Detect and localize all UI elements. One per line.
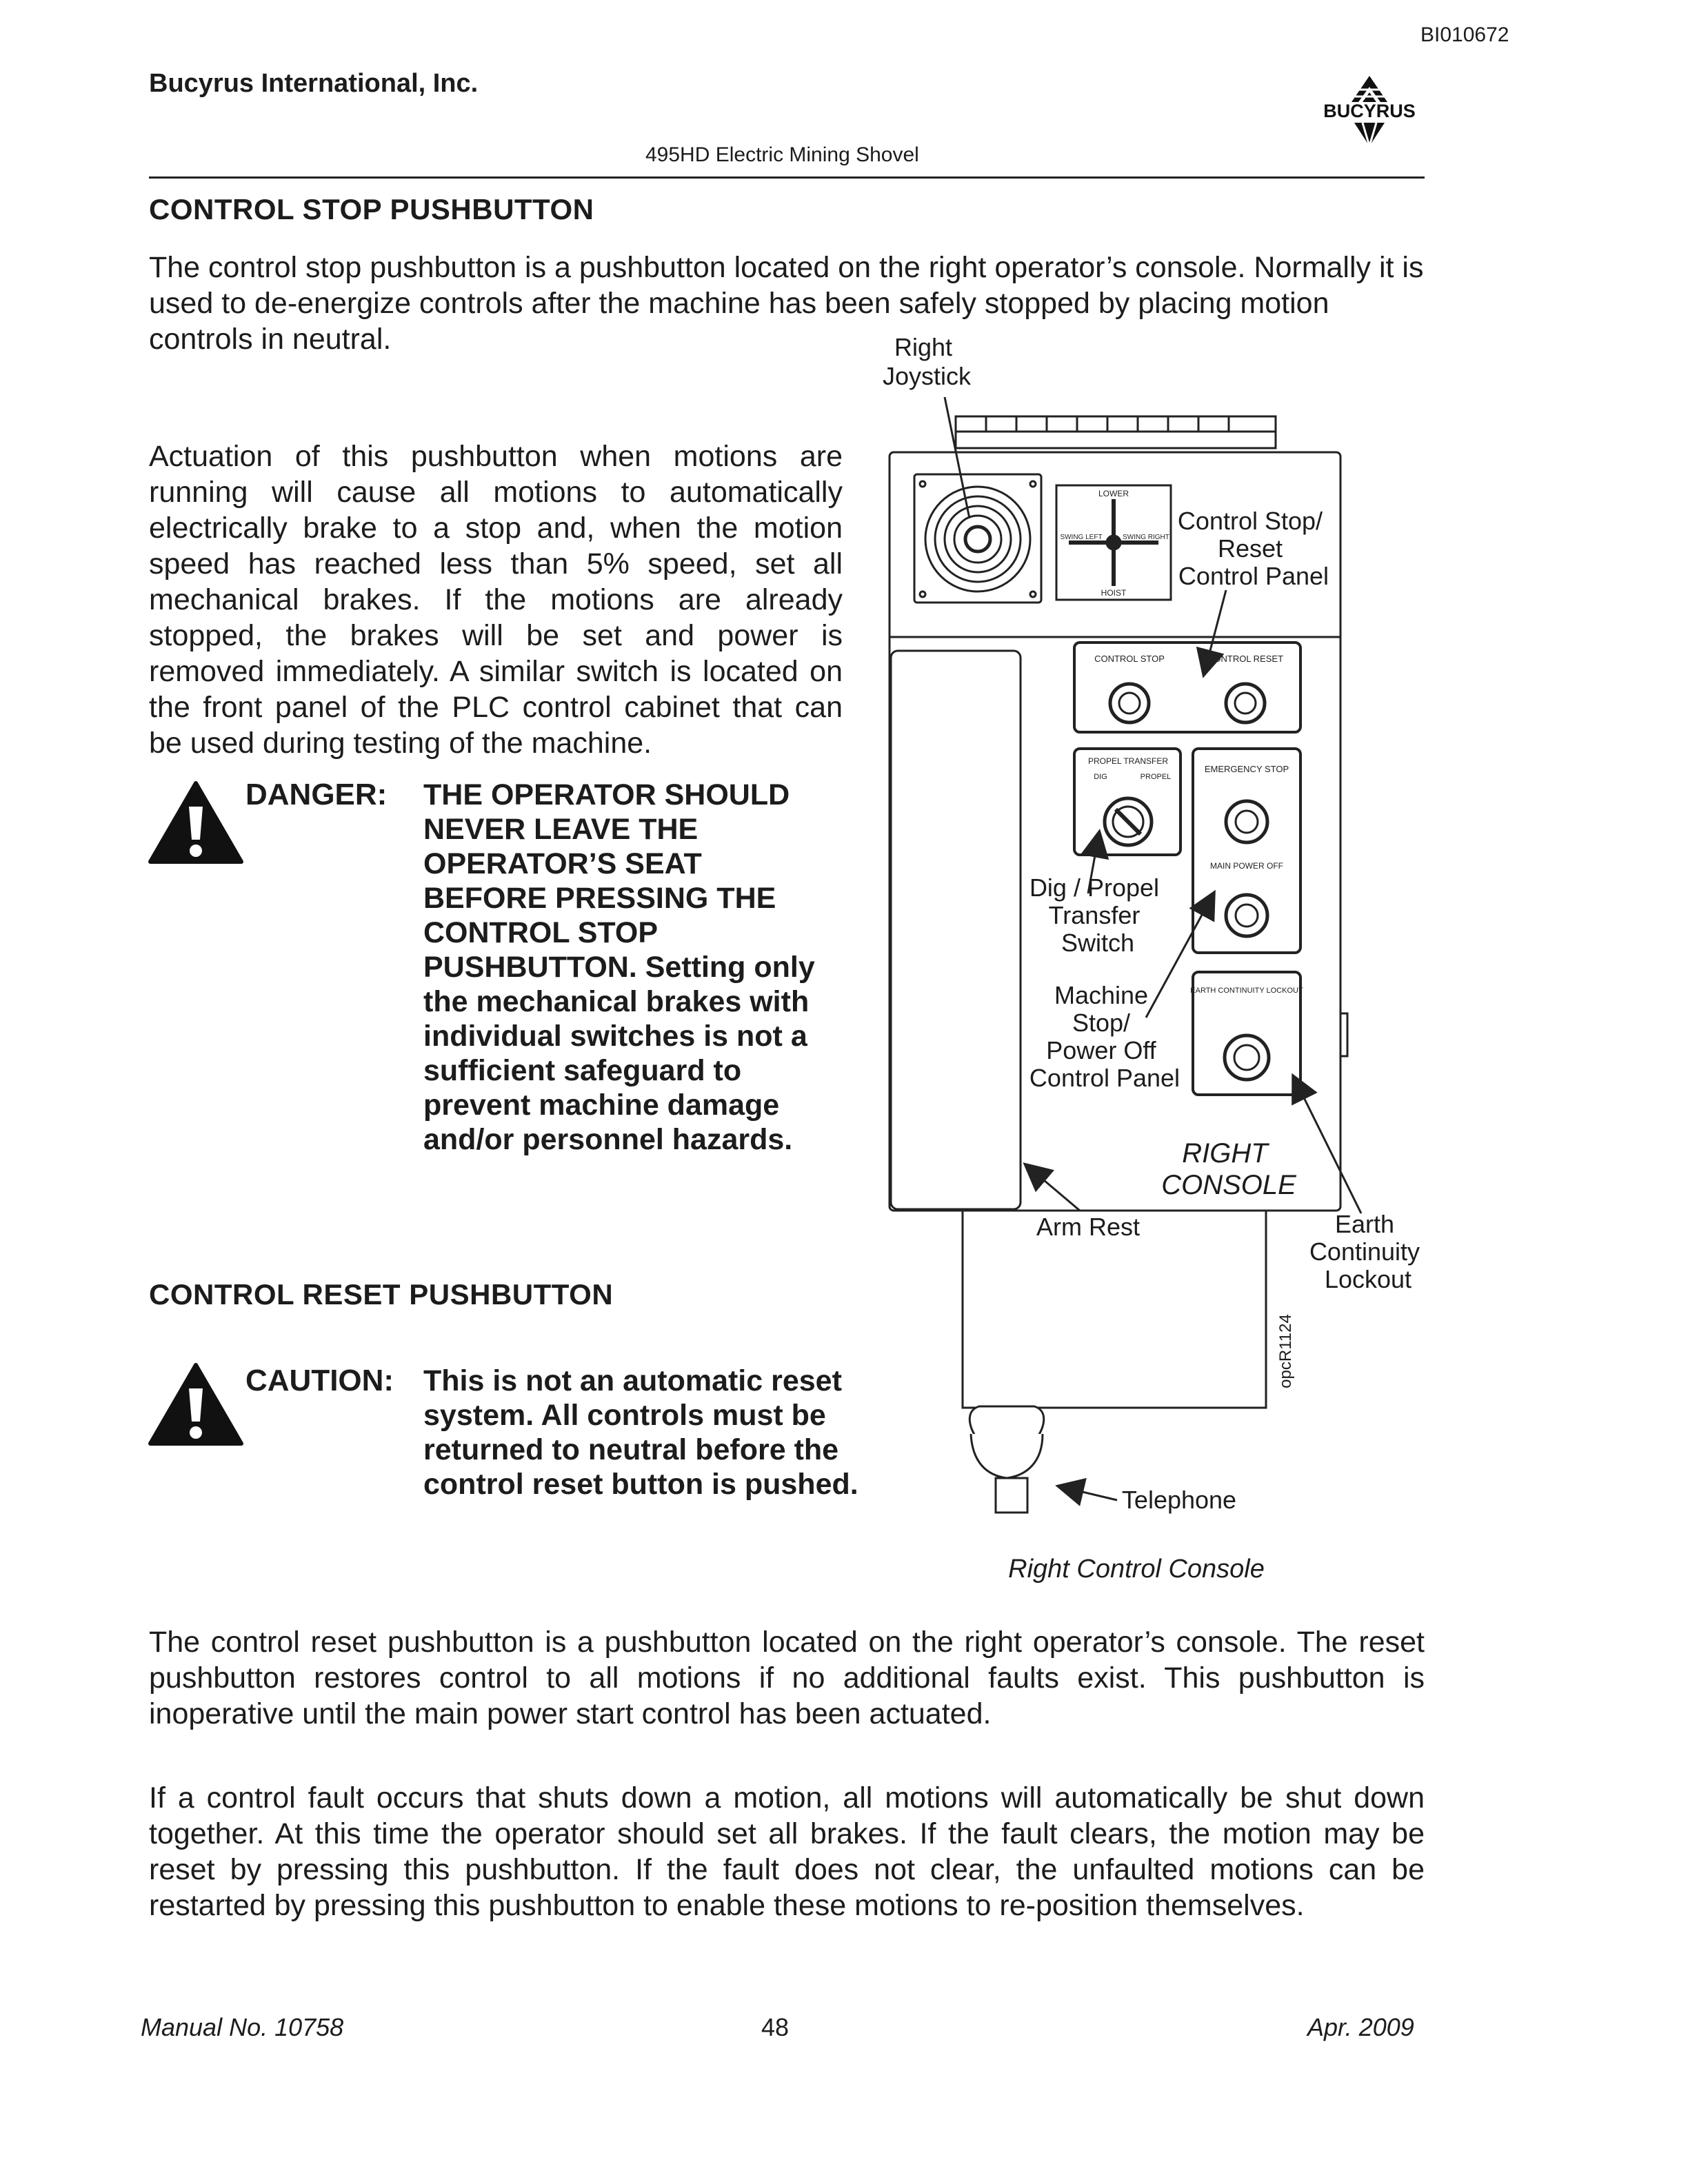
callout-dig-propel-switch: Dig / Propel Transfer Switch (1029, 873, 1160, 957)
plate-dig: DIG (1094, 773, 1107, 781)
danger-line: prevent machine damage (423, 1089, 780, 1122)
plate-earth-continuity-lockout: EARTH CONTINUITY LOCKOUT (1190, 987, 1303, 995)
plate-control-stop: CONTROL STOP (1094, 654, 1165, 664)
arm-rest (891, 651, 1021, 1209)
company-name: Bucyrus International, Inc. (149, 69, 479, 98)
callout-right-joystick: Right Joystick (882, 333, 972, 390)
danger-line: NEVER LEAVE THE (423, 813, 699, 846)
callout-telephone: Telephone (1121, 1486, 1237, 1514)
header-divider (149, 176, 1425, 179)
control-stop-body: Actuation of this pushbutton when motions are running will cause all motions to automatically electrically brake to a stop and, when the motion speed has reached less than 5% speed, set all mechanical brakes. If the motions are already stopped, the brakes will be set and power is removed immediately. A similar switch is located on the front panel of the PLC control cabinet that can be used during testing of the machine. (149, 440, 843, 760)
figure-id: opcR1124 (1276, 1314, 1295, 1388)
danger-line: PUSHBUTTON. Setting only (423, 951, 815, 984)
control-reset-paragraph-2: If a control fault occurs that shuts down a motion, all motions will automatically be shut down together. At this time the operator should set all brakes. If the fault clears, the motion may be reset by pressing this pushbutton. If the fault does not clear, the unfaulted motions can be restarted by pressing this pushbutton to enable these motions to re-position themselves. (149, 1781, 1425, 1922)
danger-line: THE OPERATOR SHOULD (423, 778, 790, 811)
joystick-plate (914, 474, 1041, 603)
document-id: BI010672 (1420, 23, 1509, 46)
direction-label-left: SWING LEFT (1060, 534, 1103, 541)
console-title: RIGHT CONSOLE (1161, 1138, 1296, 1200)
control-reset-paragraph-1: The control reset pushbutton is a pushbutton located on the right operator’s console. The reset pushbutton restores control to all motions if no additional faults exist. This pushbutton is inoperative until the main power start control has been actuated. (149, 1626, 1425, 1730)
danger-line: BEFORE PRESSING THE (423, 882, 776, 915)
caution-line: system. All controls must be (423, 1399, 826, 1432)
plate-propel-transfer: PROPEL TRANSFER (1087, 756, 1169, 766)
warning-triangle-icon (148, 1362, 244, 1448)
direction-label-right: SWING RIGHT (1123, 534, 1169, 541)
plate-main-power-off: MAIN POWER OFF (1210, 861, 1283, 871)
caution-text (423, 1364, 876, 1502)
figure-caption: Right Control Console (1008, 1555, 1265, 1584)
callout-earth-continuity-lockout: Earth Continuity Lockout (1309, 1210, 1420, 1293)
danger-line: sufficient safeguard to (423, 1054, 742, 1087)
document-subtitle: 495HD Electric Mining Shovel (645, 143, 919, 166)
right-console-diagram (862, 331, 1448, 1593)
danger-text (423, 778, 851, 1157)
page-number: 48 (761, 2013, 790, 2041)
bucyrus-logo (1307, 69, 1431, 152)
caution-label: CAUTION: (245, 1364, 394, 1397)
control-stop-intro: The control stop pushbutton is a pushbutton located on the right operator’s console. Normally it is used to de-energize controls after the machine has been safely stopped by placing motion controls in neutral. (149, 251, 1424, 356)
danger-line: the mechanical brakes with (423, 985, 810, 1018)
caution-line: This is not an automatic reset (423, 1364, 842, 1397)
publication-date: Apr. 2009 (1307, 2013, 1414, 2041)
callout-machine-stop-panel: Machine Stop/ Power Off Control Panel (1029, 981, 1180, 1092)
machine-stop-power-off-panel (1193, 749, 1300, 953)
direction-label-down: HOIST (1101, 588, 1127, 598)
section-heading-control-stop: CONTROL STOP PUSHBUTTON (149, 193, 594, 225)
callout-arm-rest: Arm Rest (1036, 1213, 1141, 1241)
section-heading-control-reset: CONTROL RESET PUSHBUTTON (149, 1278, 614, 1311)
direction-label-up: LOWER (1098, 489, 1129, 498)
danger-line: individual switches is not a (423, 1020, 807, 1053)
danger-line: OPERATOR’S SEAT (423, 847, 702, 880)
danger-line: and/or personnel hazards. (423, 1123, 793, 1156)
plate-propel: PROPEL (1140, 773, 1172, 781)
manual-number: Manual No. 10758 (141, 2013, 344, 2041)
plate-control-reset: CONTROL RESET (1207, 654, 1284, 664)
danger-label: DANGER: (245, 778, 388, 811)
plate-emergency-stop: EMERGENCY STOP (1204, 764, 1289, 774)
logo-wordmark: BUCYRUS (1323, 101, 1416, 121)
callout-control-stop-reset-panel: Control Stop/ Reset Control Panel (1177, 507, 1329, 590)
warning-triangle-icon (148, 780, 244, 866)
danger-line: CONTROL STOP (423, 916, 659, 949)
caution-line: control reset button is pushed. (423, 1468, 858, 1501)
caution-line: returned to neutral before the (423, 1433, 839, 1466)
